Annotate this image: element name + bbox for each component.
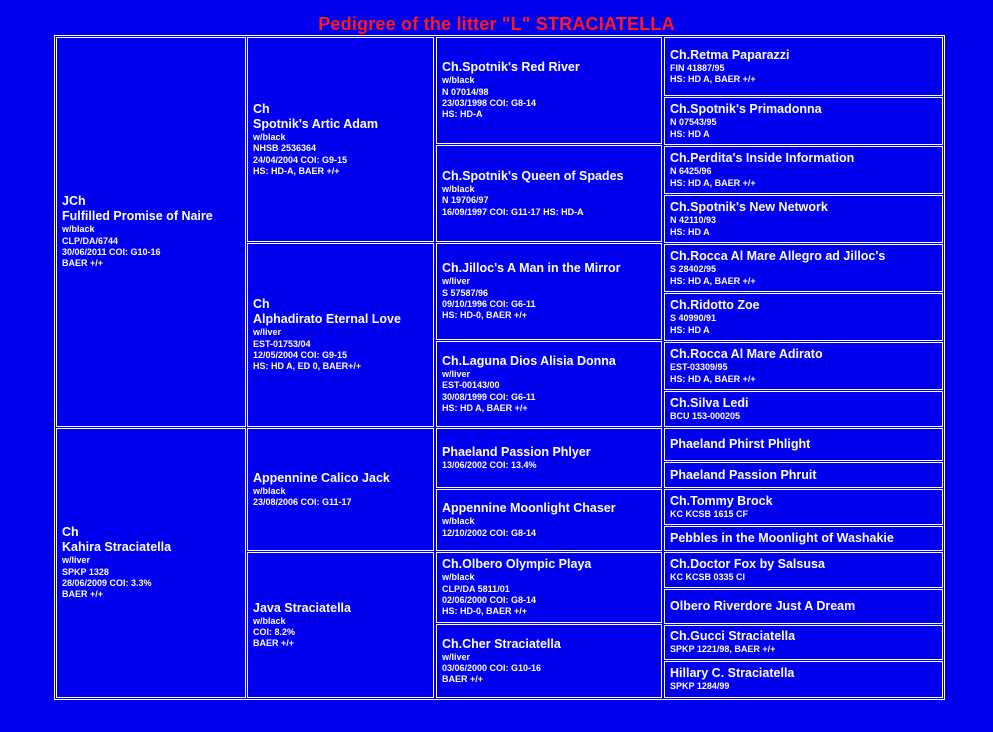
dog-name: Olbero Riverdore Just A Dream xyxy=(670,599,856,613)
dog-detail: 09/10/1996 COI: G6-11 xyxy=(442,299,536,309)
grandparents-cell xyxy=(247,37,434,242)
grandparents-cell xyxy=(247,552,434,698)
dog-name: Ch.Gucci Straciatella xyxy=(670,629,796,644)
dog-detail: 30/06/2011 COI: G10-16 xyxy=(62,247,161,257)
dog-detail: FIN 41887/95 xyxy=(670,62,725,73)
great-great-grandparents-cell xyxy=(664,195,943,243)
dog-detail: N 6425/96 xyxy=(670,166,712,177)
dog-name: Ch.Olbero Olympic Playa xyxy=(442,557,592,572)
dog-name: Ch.Cher Straciatella xyxy=(442,636,561,651)
great-grandparents-cell xyxy=(436,145,662,242)
parents-cell xyxy=(56,37,246,427)
great-grandparents-cell xyxy=(436,341,662,427)
dog-name: Ch.Silva Ledi xyxy=(670,395,749,410)
dog-name: Ch xyxy=(253,297,270,312)
great-great-grandparents-cell xyxy=(664,428,943,461)
dog-detail: w/liver xyxy=(62,555,91,566)
dog-detail: w/black xyxy=(442,572,475,583)
great-great-grandparents-cell xyxy=(664,37,943,96)
dog-detail: EST-03309/95 xyxy=(670,362,728,373)
dog-name: Ch.Jilloc's A Man in the Mirror xyxy=(442,261,621,276)
dog-name: Ch.Perdita's Inside Information xyxy=(670,151,855,166)
dog-detail: w/liver xyxy=(253,327,282,338)
dog-name: Ch.Rocca Al Mare Adirato xyxy=(670,347,823,362)
dog-name: Phaeland Phirst Phlight xyxy=(670,437,811,451)
dog-detail: N 42110/93 xyxy=(670,215,717,226)
dog-name-line2: Fulfilled Promise of Naire xyxy=(62,209,213,224)
dog-detail: 23/08/2006 COI: G11-17 xyxy=(253,497,352,507)
parents-cell xyxy=(56,428,246,698)
dog-detail: HS: HD-0, BAER +/+ xyxy=(442,310,528,321)
great-great-grandparents-cell xyxy=(664,489,943,525)
dog-name: Ch xyxy=(253,101,270,116)
dog-name: Ch.Spotnik's Primadonna xyxy=(670,102,822,117)
dog-name: Phaeland Passion Phlyer xyxy=(442,444,591,459)
great-grandparents-cell xyxy=(436,243,662,340)
great-great-grandparents-cell xyxy=(664,146,943,194)
dog-name: Pebbles in the Moonlight of Washakie xyxy=(670,531,894,545)
dog-detail: HS: HD-A xyxy=(442,109,483,120)
dog-detail: BCU 153-000205 xyxy=(670,410,741,421)
dog-name: Ch.Tommy Brock xyxy=(670,493,773,508)
dog-detail: SPKP 1328 xyxy=(62,566,109,577)
dog-detail: w/liver xyxy=(442,368,471,379)
dog-detail: HS: HD A, BAER +/+ xyxy=(442,402,528,413)
dog-detail: EST-01753/04 xyxy=(253,338,311,349)
dog-detail: HS: HD A xyxy=(670,324,710,335)
dog-detail: BAER +/+ xyxy=(253,638,295,649)
dog-detail: w/black xyxy=(253,615,286,626)
great-great-grandparents-cell xyxy=(664,625,943,660)
dog-detail: NHSB 2536364 xyxy=(253,143,317,154)
dog-detail: HS: HD A, BAER +/+ xyxy=(670,275,756,286)
great-great-grandparents-cell xyxy=(664,661,943,698)
dog-detail: S 28402/95 xyxy=(670,264,717,275)
great-great-grandparents-cell xyxy=(664,293,943,341)
dog-name: Ch.Spotnik's New Network xyxy=(670,200,828,215)
dog-name: Ch.Doctor Fox by Salsusa xyxy=(670,556,825,571)
dog-detail: HS: HD-0, BAER +/+ xyxy=(442,606,528,617)
dog-detail: KC KCSB 0335 CI xyxy=(670,571,746,582)
dog-name: Appennine Calico Jack xyxy=(253,470,390,485)
dog-name: JCh xyxy=(62,194,86,209)
dog-detail: w/black xyxy=(442,75,475,86)
great-great-grandparents-cell xyxy=(664,462,943,488)
great-grandparents-cell xyxy=(436,624,662,698)
great-grandparents-cell xyxy=(436,428,662,488)
dog-detail: 13/06/2002 COI: 13.4% xyxy=(442,459,537,470)
dog-detail: N 07014/98 xyxy=(442,86,489,97)
dog-detail: 30/08/1999 COI: G6-11 xyxy=(442,391,536,402)
dog-detail: N 19706/97 xyxy=(442,195,489,206)
dog-detail: BAER +/+ xyxy=(442,674,484,685)
dog-detail: EST-00143/00 xyxy=(442,380,500,391)
dog-name: Ch.Ridotto Zoe xyxy=(670,298,760,313)
dog-detail: w/black xyxy=(62,224,95,235)
great-grandparents-cell xyxy=(436,489,662,551)
dog-detail: HS: HD A, BAER +/+ xyxy=(670,177,756,188)
dog-name: Appennine Moonlight Chaser xyxy=(442,501,616,516)
dog-detail: S 40990/91 xyxy=(670,313,717,324)
dog-name: Ch.Laguna Dios Alisia Donna xyxy=(442,353,616,368)
pedigree-chart xyxy=(54,35,945,700)
dog-detail: 23/03/1998 COI: G8-14 xyxy=(442,98,537,108)
dog-name-line2: Kahira Straciatella xyxy=(62,540,172,555)
page-title: Pedigree of the litter "L" STRACIATELLA xyxy=(318,14,675,34)
great-great-grandparents-cell xyxy=(664,526,943,551)
great-grandparents-cell xyxy=(436,37,662,144)
dog-detail: w/liver xyxy=(442,276,471,287)
dog-detail: HS: HD A, BAER +/+ xyxy=(670,74,756,84)
dog-detail: w/black xyxy=(442,516,475,527)
dog-detail: 12/10/2002 COI: G8-14 xyxy=(442,527,537,538)
great-great-grandparents-cell xyxy=(664,244,943,292)
dog-detail: BAER +/+ xyxy=(62,258,104,269)
dog-detail: 12/05/2004 COI: G9-15 xyxy=(253,350,348,360)
dog-name: Ch.Spotnik's Red River xyxy=(442,60,580,75)
dog-detail: SPKP 1221/98, BAER +/+ xyxy=(670,644,776,655)
great-great-grandparents-cell xyxy=(664,552,943,588)
grandparents-cell xyxy=(247,428,434,551)
dog-detail: S 57587/96 xyxy=(442,287,489,298)
dog-detail: KC KCSB 1615 CF xyxy=(670,508,749,519)
dog-detail: CLP/DA 5811/01 xyxy=(442,583,510,594)
dog-detail: SPKP 1284/99 xyxy=(670,681,730,692)
dog-name-line2: Spotnik's Artic Adam xyxy=(253,116,378,131)
dog-detail: HS: HD A, BAER +/+ xyxy=(670,373,756,384)
dog-detail: 24/04/2004 COI: G9-15 xyxy=(253,154,348,165)
dog-name-line2: Alphadirato Eternal Love xyxy=(253,312,401,327)
dog-detail: w/black xyxy=(253,485,286,496)
dog-detail: HS: HD A xyxy=(670,226,710,237)
dog-detail: 03/06/2000 COI: G10-16 xyxy=(442,662,542,673)
dog-name: Ch xyxy=(62,525,79,540)
grandparents-cell xyxy=(247,243,434,427)
dog-detail: w/black xyxy=(253,131,286,142)
dog-detail: N 07543/95 xyxy=(670,117,717,128)
dog-name: Hillary C. Straciatella xyxy=(670,666,795,681)
great-great-grandparents-cell xyxy=(664,391,943,427)
dog-name: Phaeland Passion Phruit xyxy=(670,467,817,482)
dog-name: Ch.Retma Paparazzi xyxy=(670,47,790,62)
dog-detail: 02/06/2000 COI: G8-14 xyxy=(442,595,537,605)
dog-detail: HS: HD A, ED 0, BAER+/+ xyxy=(253,361,362,372)
dog-detail: w/black xyxy=(442,184,475,195)
dog-detail: w/liver xyxy=(442,651,471,662)
dog-detail: 28/06/2009 COI: 3.3% xyxy=(62,578,152,588)
great-grandparents-cell xyxy=(436,552,662,623)
dog-detail: COI: 8.2% xyxy=(253,626,296,637)
dog-detail: 16/09/1997 COI: G11-17 HS: HD-A xyxy=(442,206,584,217)
dog-name: Ch.Spotnik's Queen of Spades xyxy=(442,169,624,184)
dog-name: Java Straciatella xyxy=(253,600,351,615)
great-great-grandparents-cell xyxy=(664,589,943,624)
dog-detail: HS: HD A xyxy=(670,128,710,139)
dog-name: Ch.Rocca Al Mare Allegro ad Jilloc's xyxy=(670,249,886,264)
dog-detail: BAER +/+ xyxy=(62,589,104,600)
great-great-grandparents-cell xyxy=(664,342,943,390)
dog-detail: CLP/DA/6744 xyxy=(62,235,119,246)
dog-detail: HS: HD-A, BAER +/+ xyxy=(253,165,340,176)
great-great-grandparents-cell xyxy=(664,97,943,145)
